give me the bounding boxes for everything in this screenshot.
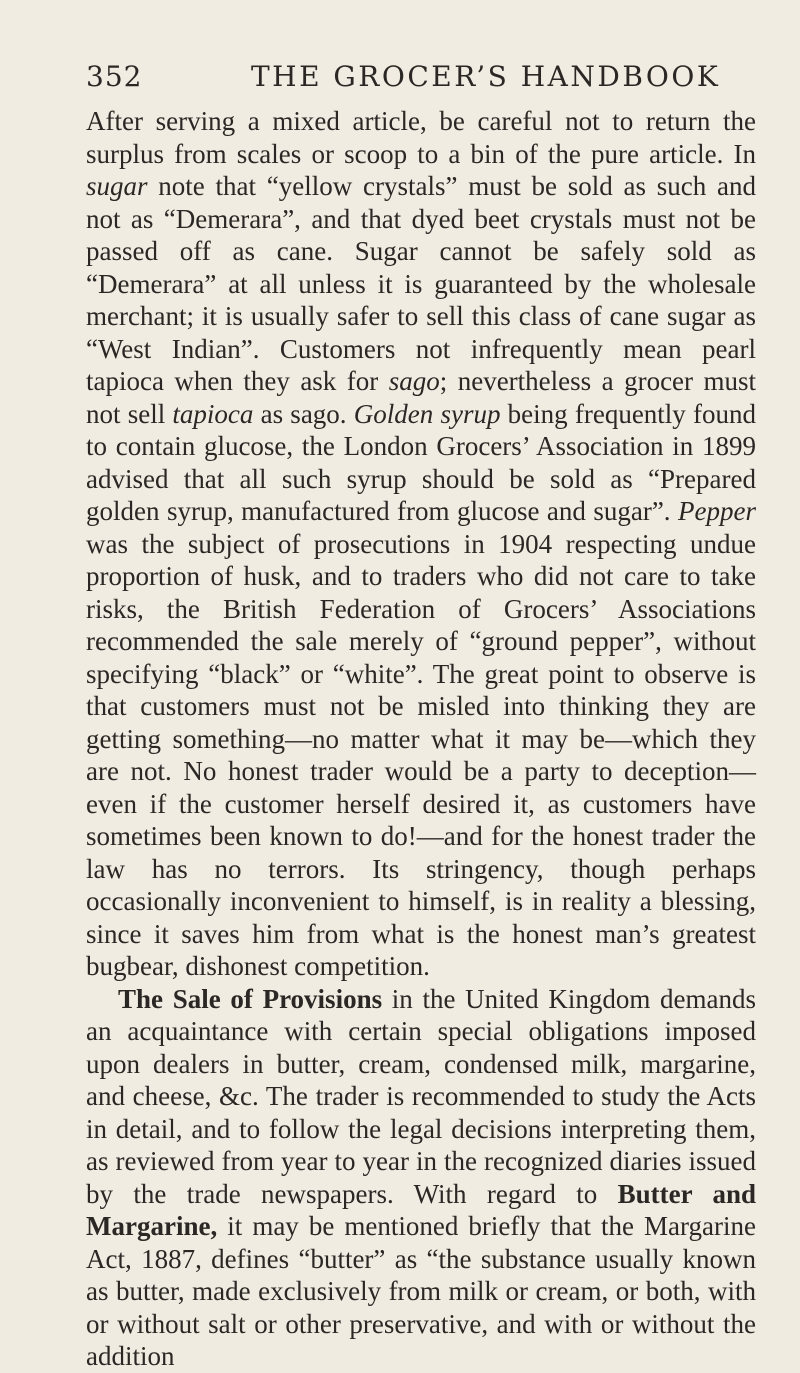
- page-number: 352: [86, 60, 143, 93]
- page-header: [86, 60, 760, 100]
- text-run: in the United Kingdom demands an acquaintance with certain special obligations imposed upon dealers in butter, cream, condensed milk, margarine, and cheese, &c. The trader is recommended to study the Acts in detail, and to follow the legal decisions interpreting them, as reviewed from year to year in the recognized diaries issued by the trade newspapers. With regard to: [86, 983, 756, 1209]
- text-run: After serving a mixed article, be careful not to return the surplus from scales or scoop to a bin of the pure article. In: [86, 106, 756, 169]
- bold-heading: The Sale of Provisions: [118, 983, 383, 1014]
- running-head: THE GROCER’S HANDBOOK: [251, 60, 721, 93]
- italic-term: tapioca: [172, 398, 254, 429]
- italic-term: Pepper: [678, 496, 756, 526]
- bold-heading: Butter and Margarine,: [86, 1178, 756, 1241]
- text-run: ; nevertheless a grocer must not sell: [86, 366, 757, 429]
- text-run: note that “yellow crystals” must be sold as such and not as “Demerara”, and that dyed beet crystals must not be passed off as cane. Sugar cannot be safely sold as “Demerara” at all unless it is guaranteed by the wholesale merchant; it is usually safer to sell this class of cane sugar as “West Indian”. Customers not infrequently mean pearl tapioca when they ask for: [86, 171, 756, 396]
- italic-term: sago: [388, 366, 440, 396]
- italic-term: Golden syrup: [353, 398, 501, 429]
- paragraph-2: [86, 983, 756, 1373]
- paragraph-1: [86, 105, 756, 983]
- text-run: it may be mentioned briefly that the Margarine Act, 1887, defines “butter” as “the substance usually known as butter, made exclusively from milk or cream, or both, with or without salt or other preservative, and with or without the addition: [86, 1211, 756, 1371]
- italic-term: sugar: [86, 171, 148, 201]
- text-run: was the subject of prosecutions in 1904 respecting undue proportion of husk, and to traders who did not care to take risks, the British Federation of Grocers’ Associations recommended the sale merely of “ground pepper”, without specifying “black” or “white”. The great point to observe is that customers must not be misled into thinking they are getting something—no matter what it may be—which they are not. No honest trader would be a party to deception—even if the customer herself desired it, as customers have sometimes been known to do!—and for the honest trader the law has no terrors. Its stringency, though perhaps occasionally inconvenient to himself, is in reality a blessing, since it saves him from what is the honest man’s greatest bugbear, dishonest competition.: [86, 528, 756, 981]
- body-text: [86, 105, 756, 1373]
- text-run: as sago.: [253, 398, 354, 429]
- text-run: being frequently found to contain glucose, the London Grocers’ Association in 1899 advised that all such syrup should be sold as “Prepared golden syrup, manufactured from glucose and sugar”.: [86, 398, 756, 526]
